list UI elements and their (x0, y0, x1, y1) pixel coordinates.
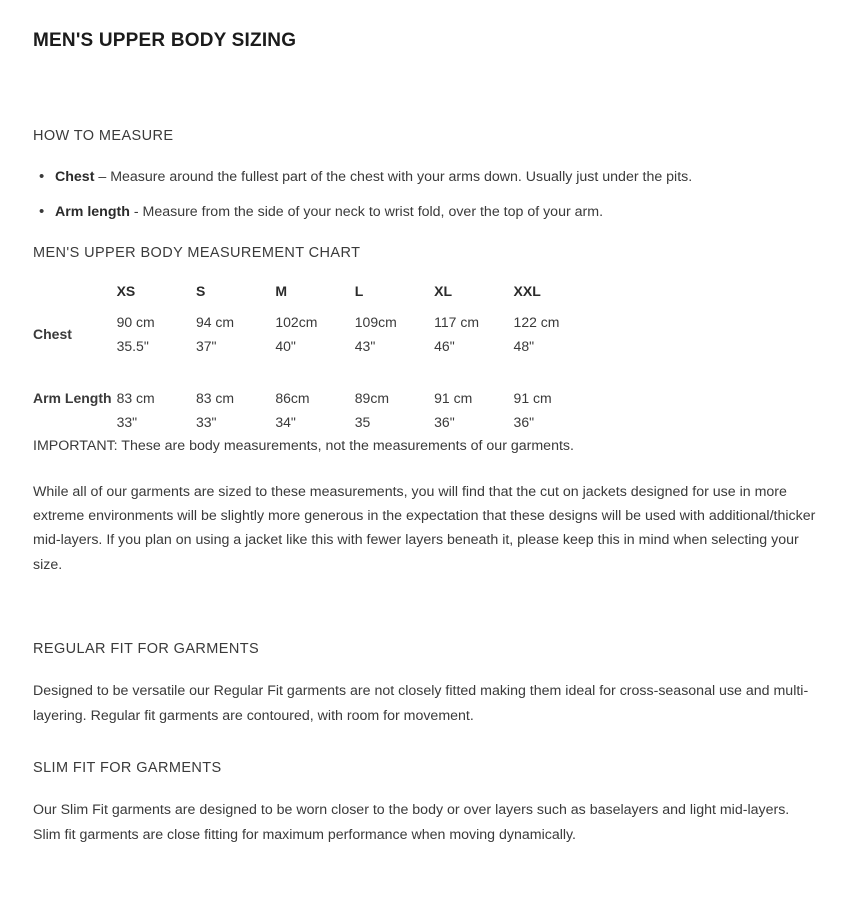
arm-cell-xl (434, 386, 513, 434)
bullet-icon: • (39, 203, 45, 220)
column-header-xs: XS (116, 283, 136, 299)
chest-cm-xxl: 122 cm (513, 314, 560, 330)
arm-cm-xs: 83 cm (116, 390, 155, 407)
important-note: IMPORTANT: These are body measurements, not the measurements of our garments. (33, 438, 574, 455)
arm-cell-l (355, 386, 434, 434)
arm-cm-xl: 91 cm (434, 390, 473, 407)
arm-cm-m: 86cm (275, 390, 310, 407)
chest-cm-l: 109cm (354, 314, 397, 330)
chest-inch-l: 43" (354, 338, 376, 355)
table-row (33, 310, 593, 386)
list-item-text: Measure around the fullest part of the chest with your arms down. Usually just under the pits. (110, 169, 693, 185)
bullet-icon: • (39, 168, 45, 185)
chest-inch-xl: 46" (434, 338, 455, 355)
row-label-arm-line1: Arm (33, 390, 62, 407)
size-chart-table (33, 283, 593, 434)
list-item-text: Measure from the side of your neck to wrist fold, over the top of your arm. (142, 204, 604, 220)
chest-cell-xxl (514, 310, 593, 386)
chest-cm-m: 102cm (275, 314, 318, 330)
column-header-xxl: XXL (513, 283, 541, 299)
chest-cm-xs: 90 cm (116, 314, 155, 330)
arm-cm-s: 83 cm (195, 390, 235, 407)
chest-inch-s: 37" (195, 338, 217, 355)
page-title: MEN'S UPPER BODY SIZING (33, 30, 297, 51)
arm-inch-xs: 33" (116, 414, 138, 431)
arm-inch-l: 35 (354, 414, 371, 431)
slim-fit-heading: SLIM FIT FOR GARMENTS (33, 760, 222, 777)
table-corner-cell (33, 283, 117, 310)
chest-cell-l (355, 310, 434, 386)
row-label-chest: Chest (33, 326, 72, 343)
chest-inch-xxl: 48" (513, 338, 535, 355)
chest-inch-xs: 35.5" (116, 338, 149, 355)
how-to-measure-heading: HOW TO MEASURE (33, 128, 174, 144)
chest-cm-s: 94 cm (195, 314, 235, 330)
column-header-l: L (354, 283, 364, 299)
arm-cm-xxl: 91 cm (513, 390, 552, 407)
list-item-term: Arm length (55, 204, 130, 220)
list-item-dash: - (129, 204, 143, 220)
chest-cell-xl (434, 310, 513, 386)
arm-cell-xs (117, 386, 196, 434)
row-label-arm-length (33, 386, 117, 434)
arm-inch-m: 34" (275, 414, 296, 431)
table-header-row (33, 283, 593, 310)
table-row (33, 386, 593, 434)
arm-inch-xl: 36" (434, 414, 455, 431)
regular-fit-heading: REGULAR FIT FOR GARMENTS (33, 641, 260, 658)
chest-cell-s (196, 310, 275, 386)
arm-cm-l: 89cm (354, 390, 389, 407)
chest-inch-m: 40" (275, 338, 296, 355)
list-item (33, 166, 817, 188)
arm-cell-xxl (514, 386, 593, 434)
arm-cell-m (275, 386, 354, 434)
chest-cell-xs (117, 310, 196, 386)
chest-cm-xl: 117 cm (434, 314, 480, 330)
column-header-s: S (195, 283, 206, 299)
regular-fit-paragraph: Designed to be versatile our Regular Fit garments are not closely fitted making them ideal for cross-seasonal use and multi-layering. Regular fit garments are contoured, with room for movement. (33, 683, 809, 724)
column-header-xl: XL (434, 283, 453, 299)
list-item (33, 201, 817, 223)
chest-cell-m (275, 310, 354, 386)
row-label-arm-line2: Length (64, 390, 112, 407)
list-item-dash: – (94, 169, 111, 185)
arm-cell-s (196, 386, 275, 434)
column-header-m: M (275, 283, 288, 299)
measurement-chart-heading: MEN'S UPPER BODY MEASUREMENT CHART (33, 245, 361, 261)
arm-inch-xxl: 36" (513, 414, 535, 431)
arm-inch-s: 33" (195, 414, 217, 431)
how-to-measure-list (33, 166, 817, 223)
sizing-explanation-paragraph: While all of our garments are sized to these measurements, you will find that the cut on jackets designed for use in more extreme environments will be slightly more generous in the expectation that these designs will be used with additional/thicker mid-layers. If you plan on using a jacket like this with fewer layers beneath it, please keep this in mind when selecting your size. (33, 483, 816, 573)
slim-fit-paragraph: Our Slim Fit garments are designed to be worn closer to the body or over layers such as baselayers and light mid-layers. Slim fit garments are close fitting for maximum performance when moving dynamically. (33, 802, 790, 843)
list-item-term: Chest (55, 169, 95, 185)
